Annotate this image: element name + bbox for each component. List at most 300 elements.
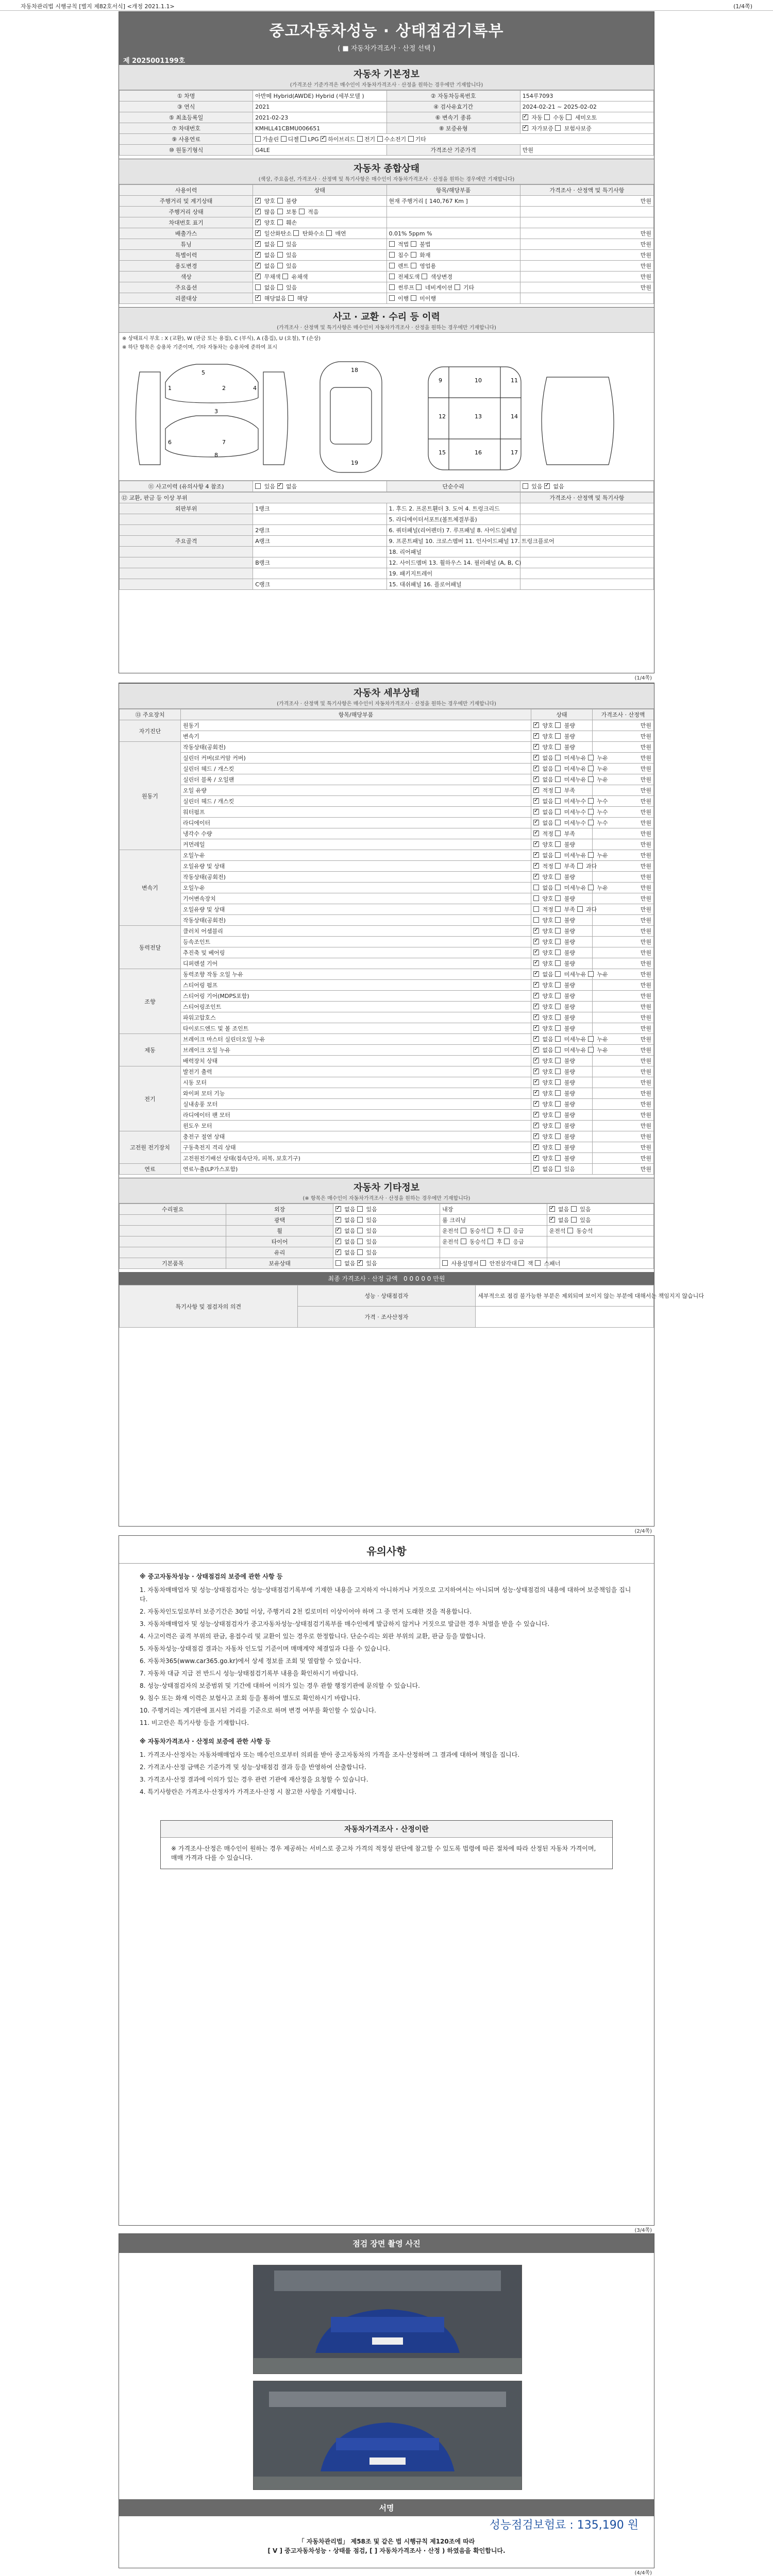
checkbox[interactable] bbox=[277, 252, 283, 258]
option-label: 스티어링조인트 bbox=[183, 1004, 222, 1010]
checkbox[interactable] bbox=[555, 1036, 561, 1042]
option-label: 만원 bbox=[640, 982, 651, 989]
checkbox[interactable] bbox=[277, 198, 283, 204]
table-cell bbox=[120, 1226, 226, 1236]
checkbox[interactable] bbox=[422, 274, 427, 279]
option-label: 타이로드엔드 및 볼 조인트 bbox=[183, 1025, 249, 1032]
checkbox[interactable] bbox=[533, 1058, 539, 1063]
option-label: KMHLL41CBMU006651 bbox=[255, 125, 321, 132]
checkbox[interactable] bbox=[277, 219, 283, 225]
checkbox[interactable] bbox=[533, 1144, 539, 1150]
checkbox[interactable] bbox=[555, 1025, 561, 1031]
option-label: 기타 bbox=[461, 284, 475, 291]
checkbox[interactable] bbox=[555, 733, 561, 739]
checkbox[interactable] bbox=[533, 917, 539, 923]
option-label: 영업용 bbox=[417, 263, 436, 269]
table-cell bbox=[120, 207, 253, 217]
checkbox[interactable] bbox=[518, 1260, 524, 1266]
checkbox[interactable] bbox=[533, 1133, 539, 1139]
checkbox[interactable] bbox=[571, 1206, 577, 1212]
checkbox[interactable] bbox=[555, 787, 561, 793]
checkbox[interactable] bbox=[335, 1239, 341, 1244]
checkbox[interactable] bbox=[533, 820, 539, 825]
checkbox[interactable] bbox=[555, 1166, 561, 1172]
table-row bbox=[120, 514, 654, 525]
checkbox[interactable] bbox=[389, 263, 395, 268]
checkbox[interactable] bbox=[588, 852, 594, 858]
option-label: 배출가스 bbox=[175, 230, 197, 237]
checkbox[interactable] bbox=[300, 136, 306, 142]
option-label: 있음 bbox=[364, 1228, 377, 1234]
accident-history-title: 사고 · 교환 · 수리 등 이력 bbox=[333, 312, 440, 323]
checkbox[interactable] bbox=[555, 125, 561, 131]
option-label: 만원 bbox=[640, 917, 651, 924]
checkbox[interactable] bbox=[357, 1228, 363, 1233]
checkbox[interactable] bbox=[523, 125, 528, 131]
checkbox[interactable] bbox=[588, 798, 594, 804]
checkbox[interactable] bbox=[555, 1123, 561, 1128]
checkbox[interactable] bbox=[255, 230, 261, 236]
checkbox[interactable] bbox=[255, 198, 261, 204]
checkbox[interactable] bbox=[411, 263, 416, 268]
checkbox[interactable] bbox=[555, 1014, 561, 1020]
checkbox[interactable] bbox=[277, 263, 283, 268]
checkbox[interactable] bbox=[357, 1239, 363, 1244]
option-label: 불량 bbox=[562, 1014, 575, 1021]
option-label: B랭크 bbox=[255, 560, 271, 566]
checkbox[interactable] bbox=[555, 863, 561, 869]
checkbox[interactable] bbox=[555, 971, 561, 977]
checkbox[interactable] bbox=[555, 1047, 561, 1053]
checkbox[interactable] bbox=[588, 755, 594, 760]
table-cell bbox=[120, 503, 253, 514]
checkbox[interactable] bbox=[255, 284, 261, 290]
table-row bbox=[120, 1023, 654, 1034]
table-cell bbox=[181, 828, 531, 839]
checkbox[interactable] bbox=[288, 295, 294, 301]
option-label: 오일누유 bbox=[183, 885, 205, 891]
option-label: 만원 bbox=[640, 831, 651, 837]
notice-section-2: ※ 자동차가격조사 · 산정의 보증에 관한 사항 등 bbox=[140, 1738, 271, 1745]
checkbox[interactable] bbox=[533, 1101, 539, 1107]
option-label: 양호 bbox=[541, 733, 556, 740]
table-cell bbox=[386, 547, 520, 557]
option-label: 없음 bbox=[342, 1260, 358, 1267]
insurance-fee: 성능점검보험료 : 135,190 원 bbox=[489, 2519, 638, 2532]
option-label: 불량 bbox=[562, 1069, 575, 1075]
option-label: 누유 bbox=[595, 852, 608, 859]
option-label: 불량 bbox=[562, 722, 575, 729]
notice-item: 6. 자동차365(www.car365.go.kr)에서 상세 정보를 조회 및 열람할 수 있습니다. bbox=[140, 1657, 361, 1665]
checkbox[interactable] bbox=[533, 787, 539, 793]
option-label: 과다 bbox=[584, 863, 597, 870]
checkbox[interactable] bbox=[533, 971, 539, 977]
checkbox[interactable] bbox=[282, 274, 288, 279]
checkbox[interactable] bbox=[357, 1249, 363, 1255]
option-label: 오일 유량 bbox=[183, 787, 207, 794]
table-cell bbox=[120, 720, 181, 742]
checkbox[interactable] bbox=[533, 1036, 539, 1042]
table-cell bbox=[531, 828, 593, 839]
table-cell bbox=[386, 101, 520, 112]
part-number-label: 10 bbox=[475, 377, 482, 384]
option-label: 외판부위 bbox=[175, 505, 197, 512]
checkbox[interactable] bbox=[277, 209, 283, 214]
checkbox[interactable] bbox=[544, 483, 550, 489]
checkbox[interactable] bbox=[255, 295, 261, 301]
option-label: 6. 쿼터패널(리어펜더) 7. 루프패널 8. 사이드실패널 bbox=[389, 527, 517, 534]
table-cell bbox=[181, 893, 531, 904]
checkbox[interactable] bbox=[488, 1239, 493, 1244]
table-cell bbox=[181, 1099, 531, 1110]
option-label: 만원 bbox=[640, 820, 651, 826]
checkbox[interactable] bbox=[555, 722, 561, 728]
option-label: 양호 bbox=[541, 939, 556, 945]
checkbox[interactable] bbox=[461, 1228, 466, 1233]
checkbox[interactable] bbox=[533, 1025, 539, 1031]
table-row bbox=[120, 872, 654, 883]
checkbox[interactable] bbox=[533, 831, 539, 836]
option-label: 만원 bbox=[640, 1047, 651, 1054]
checkbox[interactable] bbox=[555, 982, 561, 988]
checkbox[interactable] bbox=[255, 136, 261, 142]
checkbox[interactable] bbox=[533, 1123, 539, 1128]
option-label: 윈도우 모터 bbox=[183, 1123, 212, 1129]
checkbox[interactable] bbox=[544, 114, 550, 120]
option-label: 없음 bbox=[342, 1228, 358, 1234]
table-cell bbox=[386, 579, 520, 590]
checkbox[interactable] bbox=[255, 241, 261, 247]
table-cell bbox=[520, 228, 653, 239]
photo-front-svg bbox=[254, 2265, 522, 2374]
checkbox[interactable] bbox=[533, 798, 539, 804]
checkbox[interactable] bbox=[533, 809, 539, 815]
checkbox[interactable] bbox=[523, 114, 528, 120]
checkbox[interactable] bbox=[442, 1260, 448, 1266]
part-number-label: 8 bbox=[214, 452, 218, 459]
checkbox[interactable] bbox=[555, 885, 561, 890]
checkbox[interactable] bbox=[326, 230, 332, 236]
checkbox[interactable] bbox=[533, 766, 539, 771]
option-label: 미세누유 bbox=[562, 776, 588, 783]
checkbox[interactable] bbox=[566, 114, 572, 120]
part-number-label: 5 bbox=[201, 369, 205, 376]
table-cell bbox=[547, 1215, 653, 1226]
table-cell bbox=[181, 1012, 531, 1023]
option-label: 만원 bbox=[640, 263, 651, 269]
option-label: 양호 bbox=[541, 841, 556, 848]
option-label: 양호 bbox=[541, 1058, 556, 1064]
option-label: 아반떼 Hybrid(AWDE) Hybrid (세부모델 ) bbox=[255, 93, 364, 99]
checkbox[interactable] bbox=[555, 1058, 561, 1063]
table-row bbox=[120, 1121, 654, 1131]
checkbox[interactable] bbox=[504, 1228, 510, 1233]
table-row bbox=[120, 217, 654, 228]
checkbox[interactable] bbox=[555, 744, 561, 750]
table-cell bbox=[120, 969, 181, 1034]
checkbox[interactable] bbox=[255, 263, 261, 268]
checkbox[interactable] bbox=[588, 1047, 594, 1053]
checkbox[interactable] bbox=[533, 722, 539, 728]
checkbox[interactable] bbox=[416, 284, 422, 290]
checkbox[interactable] bbox=[523, 483, 528, 489]
table-row bbox=[120, 818, 654, 828]
form-reference: 자동차관리법 시행규칙 [별지 제82호서식] <개정 2021.1.1> bbox=[21, 3, 175, 10]
table-row bbox=[120, 1226, 654, 1236]
option-label: 제동 bbox=[144, 1047, 156, 1054]
table-cell bbox=[531, 850, 608, 861]
checkbox[interactable] bbox=[588, 776, 594, 782]
accident-history-subtitle: (가격조사 · 산정액 및 특기사항은 매수인이 자동차가격조사 · 산정을 원하는 경우에만 기재합니다) bbox=[277, 325, 496, 331]
checkbox[interactable] bbox=[588, 885, 594, 890]
option-label: 만원 bbox=[640, 852, 651, 859]
checkbox[interactable] bbox=[533, 1004, 539, 1009]
checkbox[interactable] bbox=[555, 831, 561, 836]
table-cell bbox=[386, 481, 520, 492]
checkbox[interactable] bbox=[389, 274, 395, 279]
checkbox[interactable] bbox=[455, 284, 460, 290]
option-label: 특별이력 bbox=[175, 252, 197, 259]
checkbox[interactable] bbox=[535, 1260, 541, 1266]
checkbox[interactable] bbox=[255, 274, 261, 279]
checkbox[interactable] bbox=[549, 1217, 555, 1223]
checkbox[interactable] bbox=[555, 820, 561, 825]
checkbox[interactable] bbox=[555, 1079, 561, 1085]
table-cell bbox=[386, 503, 520, 514]
table-cell bbox=[181, 785, 531, 796]
table-row bbox=[120, 1012, 654, 1023]
table-cell bbox=[593, 731, 654, 742]
checkbox[interactable] bbox=[357, 1217, 363, 1223]
table-row bbox=[120, 207, 654, 217]
checkbox[interactable] bbox=[533, 863, 539, 869]
option-label: 룸 크리닝 bbox=[442, 1217, 466, 1224]
checkbox[interactable] bbox=[533, 895, 539, 901]
checkbox[interactable] bbox=[377, 136, 383, 142]
part-number-label: 1 bbox=[168, 385, 172, 392]
option-label: 발전기 출력 bbox=[183, 1069, 212, 1075]
checkbox[interactable] bbox=[335, 1206, 341, 1212]
checkbox[interactable] bbox=[555, 852, 561, 858]
option-label: 불량 bbox=[562, 1123, 575, 1129]
option-label: 연료 bbox=[144, 1166, 156, 1173]
checkbox[interactable] bbox=[588, 809, 594, 815]
option-label: 9. 프론트패널 10. 크로스멤버 11. 인사이드패널 17. 트렁크플로어 bbox=[389, 538, 554, 545]
checkbox[interactable] bbox=[555, 1112, 561, 1117]
checkbox[interactable] bbox=[588, 971, 594, 977]
checkbox[interactable] bbox=[533, 841, 539, 847]
checkbox[interactable] bbox=[533, 906, 539, 912]
checkbox[interactable] bbox=[555, 1133, 561, 1139]
overall-status-header bbox=[119, 159, 654, 184]
checkbox[interactable] bbox=[533, 982, 539, 988]
table-cell bbox=[520, 503, 653, 514]
checkbox[interactable] bbox=[411, 241, 416, 247]
checkbox[interactable] bbox=[555, 809, 561, 815]
checkbox[interactable] bbox=[255, 252, 261, 258]
option-label: 불량 bbox=[562, 950, 575, 956]
checkbox[interactable] bbox=[504, 1239, 510, 1244]
checkbox[interactable] bbox=[533, 928, 539, 934]
legal-notice: 「 자동차관리법」 제58조 및 같은 법 시행규칙 제120조에 따라 bbox=[298, 2538, 475, 2545]
checkbox[interactable] bbox=[555, 960, 561, 966]
checkbox[interactable] bbox=[555, 950, 561, 955]
checkbox[interactable] bbox=[357, 1260, 363, 1266]
checkbox[interactable] bbox=[555, 1004, 561, 1009]
table-cell bbox=[120, 101, 253, 112]
page-number: (2/4쪽) bbox=[634, 1529, 652, 1534]
checkbox[interactable] bbox=[555, 1144, 561, 1150]
checkbox[interactable] bbox=[533, 960, 539, 966]
checkbox[interactable] bbox=[588, 820, 594, 825]
checkbox[interactable] bbox=[555, 895, 561, 901]
checkbox[interactable] bbox=[555, 993, 561, 998]
checkbox[interactable] bbox=[335, 1217, 341, 1223]
checkbox[interactable] bbox=[555, 776, 561, 782]
checkbox[interactable] bbox=[293, 230, 299, 236]
checkbox[interactable] bbox=[533, 1014, 539, 1020]
checkbox[interactable] bbox=[255, 209, 261, 214]
option-label: 없음 bbox=[541, 820, 556, 826]
option-label: 만원 bbox=[640, 874, 651, 880]
notice-item: 5. 자동차성능·상태점검 결과는 자동차 인도일 기준이며 매매계약 체결일과 다를 수 있습니다. bbox=[140, 1645, 391, 1652]
option-label: ⑨ 사용연료 bbox=[172, 136, 201, 143]
checkbox[interactable] bbox=[480, 1260, 486, 1266]
option-label: 운전석 bbox=[442, 1228, 461, 1234]
option-label: 동승석 bbox=[467, 1239, 488, 1245]
table-cell bbox=[120, 250, 253, 261]
checkbox[interactable] bbox=[533, 1069, 539, 1074]
checkbox[interactable] bbox=[533, 733, 539, 739]
checkbox[interactable] bbox=[533, 1047, 539, 1053]
checkbox[interactable] bbox=[555, 939, 561, 944]
checkbox[interactable] bbox=[567, 1228, 573, 1233]
table-cell bbox=[531, 1099, 593, 1110]
checkbox[interactable] bbox=[555, 798, 561, 804]
option-label: 만원 bbox=[640, 787, 651, 794]
checkbox[interactable] bbox=[555, 917, 561, 923]
checkbox[interactable] bbox=[411, 295, 416, 301]
table-cell bbox=[181, 839, 531, 850]
option-label: 동승석 bbox=[467, 1228, 488, 1234]
table-cell bbox=[226, 1247, 333, 1258]
checkbox[interactable] bbox=[533, 755, 539, 760]
checkbox[interactable] bbox=[555, 1090, 561, 1096]
table-row bbox=[120, 250, 654, 261]
checkbox[interactable] bbox=[389, 241, 395, 247]
checkbox[interactable] bbox=[488, 1228, 493, 1233]
checkbox[interactable] bbox=[533, 1079, 539, 1085]
checkbox[interactable] bbox=[555, 906, 561, 912]
checkbox[interactable] bbox=[411, 252, 416, 258]
checkbox[interactable] bbox=[588, 766, 594, 771]
option-label: 18. 리어패널 bbox=[389, 549, 422, 555]
checkbox[interactable] bbox=[408, 136, 414, 142]
checkbox[interactable] bbox=[571, 1217, 577, 1223]
option-label: 커먼레일 bbox=[183, 841, 205, 848]
checkbox[interactable] bbox=[321, 136, 326, 142]
checkbox[interactable] bbox=[299, 209, 305, 214]
checkbox[interactable] bbox=[555, 874, 561, 879]
table-cell bbox=[593, 893, 654, 904]
checkbox[interactable] bbox=[577, 863, 583, 869]
checkbox[interactable] bbox=[549, 1206, 555, 1212]
checkbox[interactable] bbox=[461, 1239, 466, 1244]
checkbox[interactable] bbox=[281, 136, 287, 142]
table-cell bbox=[181, 1088, 531, 1099]
table-row bbox=[120, 893, 654, 904]
checkbox[interactable] bbox=[533, 1155, 539, 1161]
checkbox[interactable] bbox=[533, 852, 539, 858]
checkbox[interactable] bbox=[555, 766, 561, 771]
checkbox[interactable] bbox=[389, 295, 395, 301]
table-cell bbox=[253, 503, 386, 514]
checkbox[interactable] bbox=[277, 241, 283, 247]
option-label: 없음 bbox=[342, 1206, 358, 1213]
option-label: 만원 bbox=[640, 1058, 651, 1064]
checkbox[interactable] bbox=[335, 1228, 341, 1233]
checkbox[interactable] bbox=[533, 776, 539, 782]
option-label: 광택 bbox=[274, 1217, 285, 1224]
checkbox[interactable] bbox=[255, 219, 261, 225]
option-label: 디젤 bbox=[288, 136, 301, 143]
checkbox[interactable] bbox=[357, 136, 363, 142]
checkbox[interactable] bbox=[555, 841, 561, 847]
checkbox[interactable] bbox=[389, 284, 395, 290]
checkbox[interactable] bbox=[555, 1155, 561, 1161]
table-cell bbox=[120, 112, 253, 123]
checkbox[interactable] bbox=[533, 950, 539, 955]
table-cell bbox=[120, 850, 181, 926]
table-cell bbox=[531, 958, 593, 969]
option-label: 만원 bbox=[640, 809, 651, 816]
final-price-bar bbox=[119, 1272, 654, 1285]
checkbox[interactable] bbox=[533, 1112, 539, 1117]
checkbox[interactable] bbox=[533, 885, 539, 890]
checkbox[interactable] bbox=[555, 1069, 561, 1074]
option-label: 만원 bbox=[640, 1014, 651, 1021]
checkbox[interactable] bbox=[533, 1166, 539, 1172]
checkbox[interactable] bbox=[335, 1260, 341, 1266]
table-cell bbox=[520, 250, 653, 261]
notice-item: 10. 주행거리는 계기판에 표시된 거리를 기준으로 하며 변경 여부를 확인할 수 있습니다. bbox=[140, 1707, 376, 1714]
checkbox[interactable] bbox=[533, 874, 539, 879]
checkbox[interactable] bbox=[255, 483, 261, 489]
checkbox[interactable] bbox=[533, 993, 539, 998]
checkbox[interactable] bbox=[577, 906, 583, 912]
option-label: 적음 bbox=[306, 209, 319, 215]
checkbox[interactable] bbox=[588, 1036, 594, 1042]
checkbox[interactable] bbox=[389, 252, 395, 258]
checkbox[interactable] bbox=[533, 744, 539, 750]
checkbox[interactable] bbox=[555, 755, 561, 760]
checkbox[interactable] bbox=[357, 1206, 363, 1212]
detail-status-header bbox=[119, 683, 654, 709]
option-label: 무채색 bbox=[262, 274, 283, 280]
checkbox[interactable] bbox=[277, 284, 283, 290]
option-label: 항목/해당부품 bbox=[338, 711, 374, 718]
option-label: 만원 bbox=[640, 895, 651, 902]
column-header bbox=[120, 709, 181, 720]
checkbox[interactable] bbox=[533, 939, 539, 944]
checkbox[interactable] bbox=[533, 1090, 539, 1096]
checkbox[interactable] bbox=[335, 1249, 341, 1255]
checkbox[interactable] bbox=[277, 483, 283, 489]
checkbox[interactable] bbox=[555, 928, 561, 934]
option-label: 실린더 커버(로커암 커버) bbox=[183, 755, 246, 761]
option-label: 만원 bbox=[640, 841, 651, 848]
checkbox[interactable] bbox=[555, 1101, 561, 1107]
